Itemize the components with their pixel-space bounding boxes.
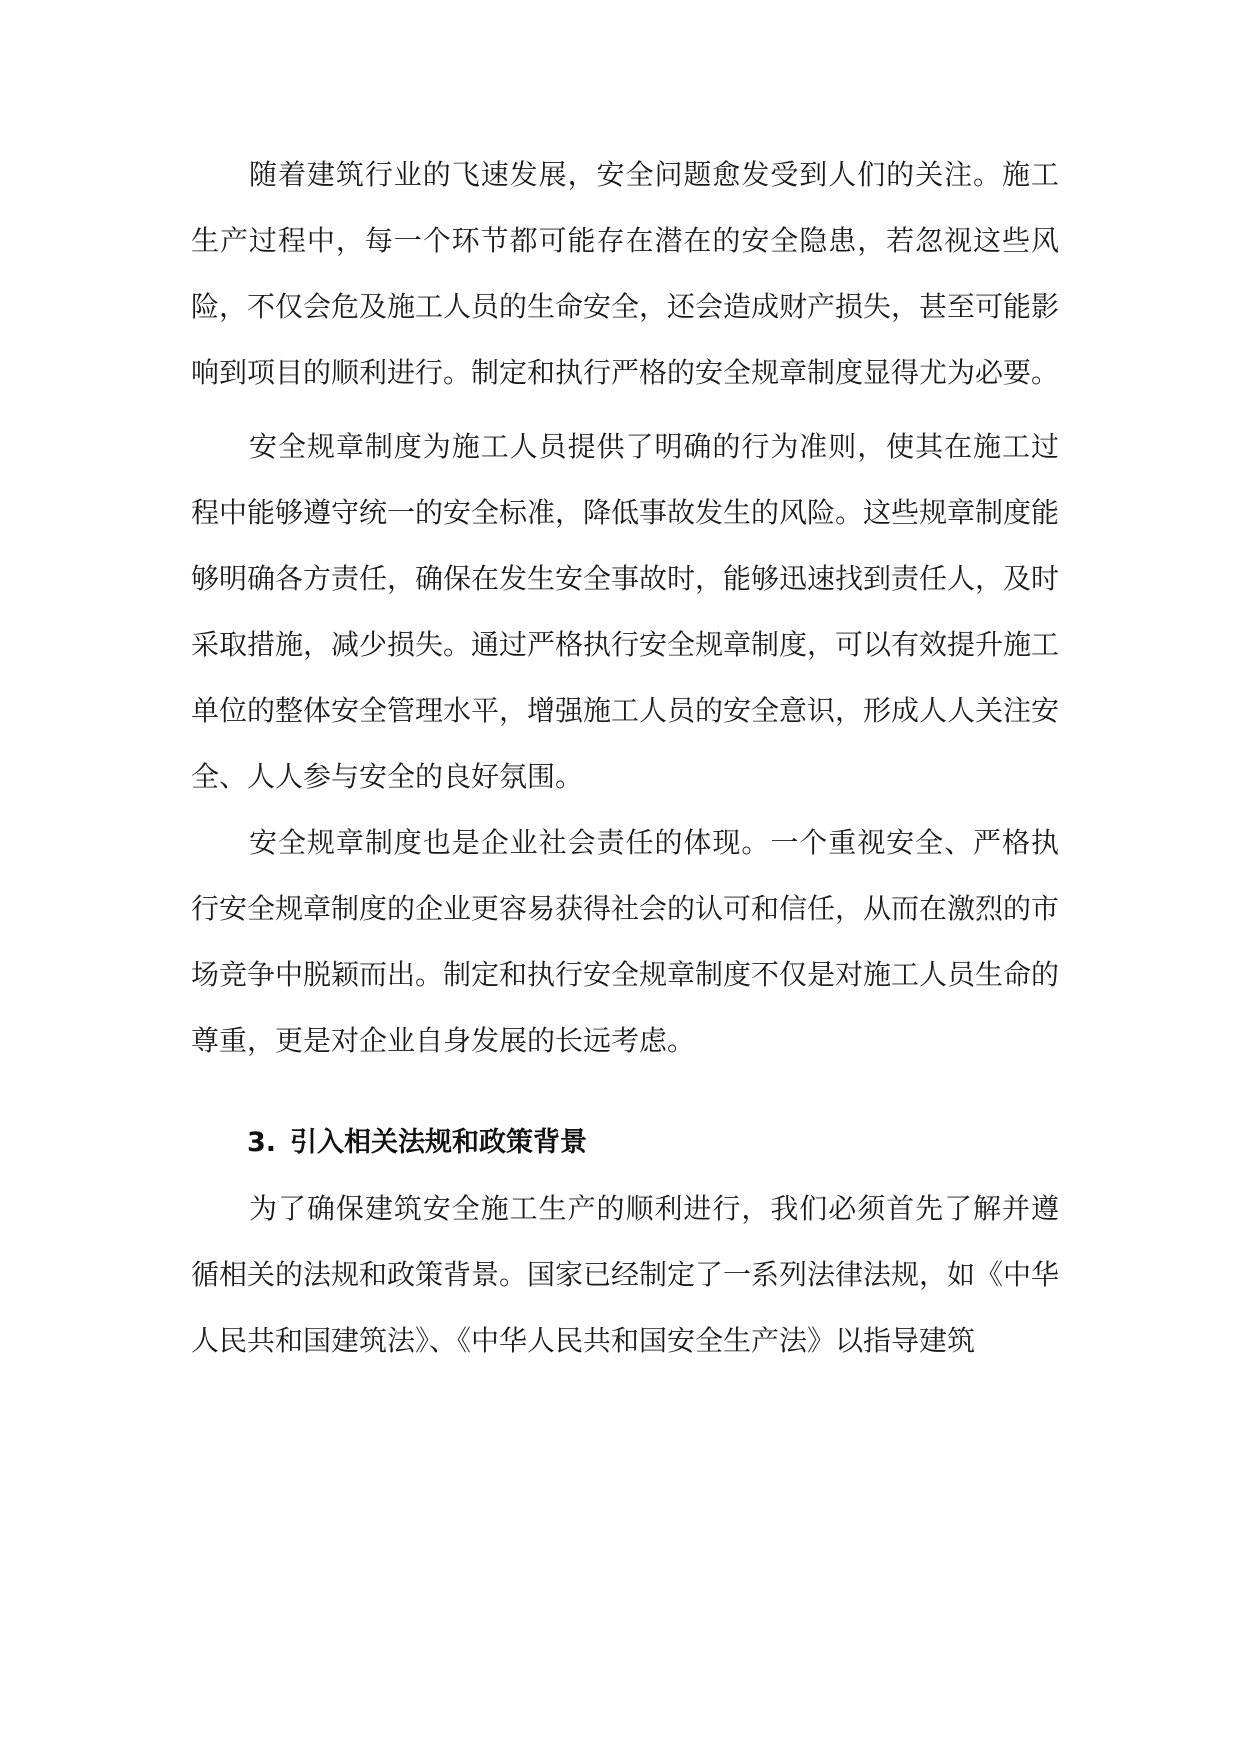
section-spacer — [191, 1074, 1059, 1110]
document-body — [191, 142, 1059, 1374]
section-title: 引入相关法规和政策背景 — [290, 1127, 588, 1158]
paragraph-legal-background: 为了确保建筑安全施工生产的顺利进行，我们必须首先了解并遵循相关的法规和政策背景。国家已经制定了一系列法律法规，如《中华人民共和国建筑法》、《中华人民共和国安全生产法》以指导建筑 — [191, 1192, 1060, 1357]
section-heading — [191, 1110, 1059, 1176]
paragraph-regulations-role: 安全规章制度为施工人员提供了明确的行为准则，使其在施工过程中能够遵守统一的安全标准，降低事故发生的风险。这些规章制度能够明确各方责任，确保在发生安全事故时，能够迅速找到责任人，及时采取措施，减少损失。通过严格执行安全规章制度，可以有效提升施工单位的整体安全管理水平，增强施工人员的安全意识，形成人人关注安全、人人参与安全的良好氛围。 — [191, 430, 1060, 793]
section-number: 3. — [247, 1127, 277, 1158]
paragraph-intro: 随着建筑行业的飞速发展，安全问题愈发受到人们的关注。施工生产过程中，每一个环节都可能存在潜在的安全隐患，若忽视这些风险，不仅会危及施工人员的生命安全，还会造成财产损失，甚至可能影响到项目的顺利进行。制定和执行严格的安全规章制度显得尤为必要。 — [191, 158, 1060, 389]
paragraph-social-responsibility: 安全规章制度也是企业社会责任的体现。一个重视安全、严格执行安全规章制度的企业更容易获得社会的认可和信任，从而在激烈的市场竞争中脱颖而出。制定和执行安全规章制度不仅是对施工人员生命的尊重，更是对企业自身发展的长远考虑。 — [191, 826, 1060, 1057]
paragraph-spacer — [191, 406, 1059, 414]
